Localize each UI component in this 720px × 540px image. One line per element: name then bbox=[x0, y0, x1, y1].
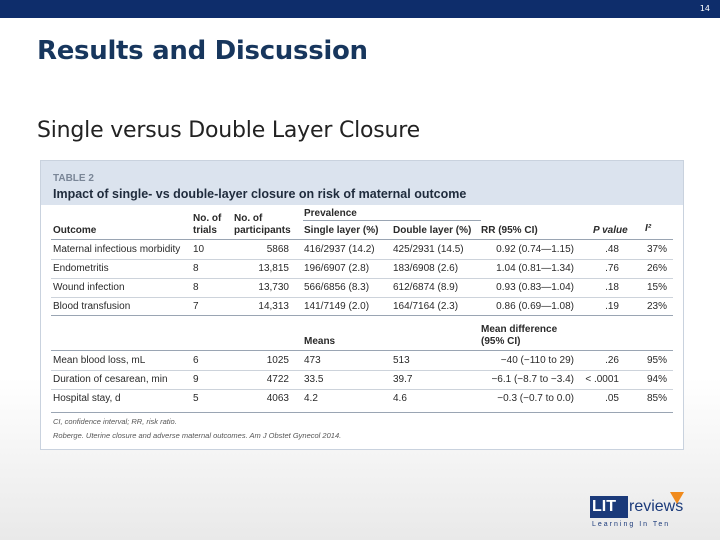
cell-single: 196/6907 (2.8) bbox=[304, 263, 370, 274]
logo-triangle-icon bbox=[670, 492, 684, 504]
header-mean-difference-1: Mean difference bbox=[481, 324, 558, 335]
logo-tagline: Learning In Ten bbox=[592, 521, 671, 528]
cell-trials: 6 bbox=[193, 355, 199, 366]
cell-i2: 95% bbox=[646, 355, 667, 366]
footnote-abbreviations: CI, confidence interval; RR, risk ratio. bbox=[53, 417, 177, 426]
litreviews-logo bbox=[590, 492, 690, 532]
cell-double: 183/6908 (2.6) bbox=[393, 263, 459, 274]
cell-single: 33.5 bbox=[304, 374, 324, 385]
header-mean-difference-2: (95% CI) bbox=[481, 336, 521, 347]
cell-outcome: Hospital stay, d bbox=[53, 393, 121, 404]
cell-participants: 13,730 bbox=[258, 282, 289, 293]
cell-outcome: Wound infection bbox=[53, 282, 125, 293]
slide-number: 14 bbox=[699, 4, 710, 13]
cell-trials: 5 bbox=[193, 393, 199, 404]
header-participants-2: participants bbox=[234, 225, 291, 236]
cell-participants: 1025 bbox=[266, 355, 289, 366]
cell-outcome: Blood transfusion bbox=[53, 301, 131, 312]
cell-double: 612/6874 (8.9) bbox=[393, 282, 459, 293]
header-outcome: Outcome bbox=[53, 225, 97, 236]
cell-rr: −0.3 (−0.7 to 0.0) bbox=[497, 393, 574, 404]
header-trials-2: trials bbox=[193, 225, 217, 236]
cell-single: 4.2 bbox=[304, 393, 318, 404]
header-participants-1: No. of bbox=[234, 213, 263, 224]
prevalence-rule bbox=[303, 220, 481, 221]
cell-single: 416/2937 (14.2) bbox=[304, 244, 375, 255]
cell-rr: 0.86 (0.69—1.08) bbox=[496, 301, 574, 312]
cell-outcome: Maternal infectious morbidity bbox=[53, 244, 181, 255]
cell-trials: 10 bbox=[193, 244, 205, 255]
table-title: Impact of single- vs double-layer closure on risk of maternal outcome bbox=[53, 187, 467, 201]
cell-double: 39.7 bbox=[393, 374, 413, 385]
cell-single: 141/7149 (2.0) bbox=[304, 301, 370, 312]
bottom-rule bbox=[51, 412, 673, 413]
cell-i2: 23% bbox=[646, 301, 667, 312]
cell-participants: 14,313 bbox=[258, 301, 289, 312]
header-single: Single layer (%) bbox=[304, 225, 379, 236]
cell-i2: 94% bbox=[646, 374, 667, 385]
header-rule bbox=[51, 239, 673, 240]
cell-i2: 26% bbox=[646, 263, 667, 274]
slide-title: Results and Discussion bbox=[37, 36, 368, 66]
row-divider bbox=[51, 370, 673, 371]
cell-participants: 13,815 bbox=[258, 263, 289, 274]
cell-p: .18 bbox=[605, 282, 619, 293]
footnote-citation: Roberge. Uterine closure and adverse maternal outcomes. Am J Obstet Gynecol 2014. bbox=[53, 431, 342, 440]
cell-single: 473 bbox=[304, 355, 321, 366]
cell-double: 513 bbox=[393, 355, 410, 366]
cell-outcome: Endometritis bbox=[53, 263, 109, 274]
cell-trials: 9 bbox=[193, 374, 199, 385]
cell-double: 164/7164 (2.3) bbox=[393, 301, 459, 312]
header-i2: I² bbox=[645, 223, 652, 234]
cell-rr: 0.93 (0.83—1.04) bbox=[496, 282, 574, 293]
cell-p: .05 bbox=[605, 393, 619, 404]
header-means: Means bbox=[304, 336, 336, 347]
cell-i2: 37% bbox=[646, 244, 667, 255]
cell-participants: 5868 bbox=[266, 244, 289, 255]
row-divider bbox=[51, 259, 673, 260]
cell-rr: −40 (−110 to 29) bbox=[500, 355, 574, 366]
cell-trials: 7 bbox=[193, 301, 199, 312]
header-rr: RR (95% CI) bbox=[481, 225, 538, 236]
cell-trials: 8 bbox=[193, 263, 199, 274]
cell-i2: 15% bbox=[646, 282, 667, 293]
cell-outcome: Duration of cesarean, min bbox=[53, 374, 168, 385]
table-figure bbox=[40, 160, 684, 450]
logo-reviews-text: reviews bbox=[629, 498, 684, 515]
means-rule bbox=[51, 350, 673, 351]
cell-outcome: Mean blood loss, mL bbox=[53, 355, 146, 366]
row-divider bbox=[51, 389, 673, 390]
cell-i2: 85% bbox=[646, 393, 667, 404]
cell-p: .48 bbox=[605, 244, 619, 255]
cell-rr: 1.04 (0.81—1.34) bbox=[496, 263, 574, 274]
table-label: TABLE 2 bbox=[53, 173, 94, 184]
cell-rr: 0.92 (0.74—1.15) bbox=[496, 244, 574, 255]
header-prevalence: Prevalence bbox=[304, 208, 357, 219]
top-bar bbox=[0, 0, 720, 18]
header-double: Double layer (%) bbox=[393, 225, 472, 236]
row-divider bbox=[51, 297, 673, 298]
cell-participants: 4722 bbox=[266, 374, 289, 385]
slide-subtitle: Single versus Double Layer Closure bbox=[37, 118, 421, 143]
logo-lit-text: LIT bbox=[592, 498, 616, 515]
cell-double: 4.6 bbox=[393, 393, 407, 404]
cell-double: 425/2931 (14.5) bbox=[393, 244, 464, 255]
header-p: P value bbox=[593, 225, 628, 236]
cell-trials: 8 bbox=[193, 282, 199, 293]
section-rule bbox=[51, 315, 673, 316]
cell-p: .26 bbox=[605, 355, 619, 366]
cell-p: < .0001 bbox=[585, 374, 619, 385]
table-caption bbox=[41, 161, 683, 205]
cell-single: 566/6856 (8.3) bbox=[304, 282, 370, 293]
cell-rr: −6.1 (−8.7 to −3.4) bbox=[491, 374, 574, 385]
header-trials-1: No. of bbox=[193, 213, 222, 224]
cell-p: .76 bbox=[605, 263, 619, 274]
row-divider bbox=[51, 278, 673, 279]
cell-p: .19 bbox=[605, 301, 619, 312]
cell-participants: 4063 bbox=[266, 393, 289, 404]
